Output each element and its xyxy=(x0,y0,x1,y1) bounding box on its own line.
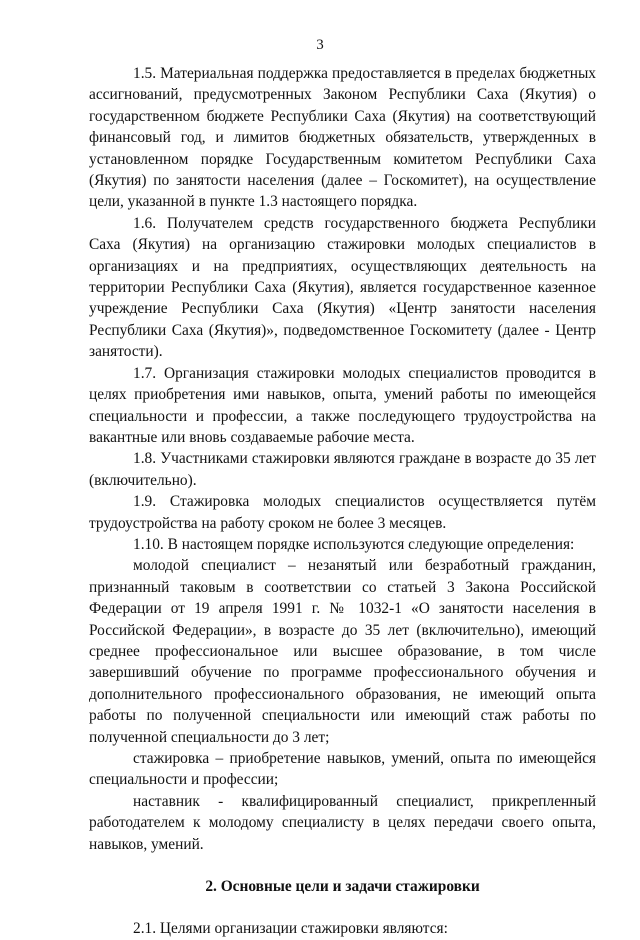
paragraph-1-7: 1.7. Организация стажировки молодых специалистов проводится в целях приобретения ими навыков, опыта, умений работы по имеющейся специальности и профессии, а также последующего трудоустройства на вакантные или вновь создаваемые рабочие места. xyxy=(89,364,596,446)
paragraph-2-1: 2.1. Целями организации стажировки являются: xyxy=(133,920,448,938)
page-number: 3 xyxy=(316,37,324,53)
paragraph-1-9: 1.9. Стажировка молодых специалистов осуществляется путём трудоустройства на работу сроком не более 3 месяцев. xyxy=(89,493,596,532)
paragraph-1-10: 1.10. В настоящем порядке используются следующие определения: xyxy=(133,535,575,553)
definition-internship: стажировка – приобретение навыков, умений, опыта по имеющейся специальности и профессии; xyxy=(89,750,596,789)
paragraph-1-6: 1.6. Получателем средств государственного бюджета Республики Саха (Якутия) на организацию стажировки молодых специалистов в организациях и на предприятиях, осуществляющих деятельность на территории Республики Саха (Якутия), является государственное казенное учреждение Республики Саха (Якутия) «Центр занятости населения Республики Саха (Якутия)», подведомственное Госкомитету (далее - Центр занятости). xyxy=(89,214,596,361)
definition-mentor: наставник - квалифицированный специалист, прикрепленный работодателем к молодому специалисту в целях передачи своего опыта, навыков, умений. xyxy=(89,792,596,853)
section-heading: 2. Основные цели и задачи стажировки xyxy=(205,878,480,896)
definition-young-specialist: молодой специалист – незанятый или безработный гражданин, признанный таковым в соответствии со статьей 3 Закона Российской Федерации от 19 апреля 1991 г. № 1032-1 «О занятости населения в Российской Федерации», в возрасте до 35 лет (включительно), имеющий среднее профессиональное или высшее образование, в том числе завершивший обучение по программе профессионального обучения и дополнительного профессионального образования, не имеющий опыта работы по полученной специальности или имеющий стаж работы по полученной специальности до 3 лет; xyxy=(89,557,596,746)
document-body xyxy=(89,63,596,940)
paragraph-1-5: 1.5. Материальная поддержка предоставляется в пределах бюджетных ассигнований, предусмотренных Законом Республики Саха (Якутия) о государственном бюджете Республики Саха (Якутия) на соответствующий финансовый год, и лимитов бюджетных обязательств, утвержденных в установленном порядке Государственным комитетом Республики Саха (Якутия) по занятости населения (далее – Госкомитет), на осуществление цели, указанной в пункте 1.3 настоящего порядка. xyxy=(89,65,596,211)
paragraph-1-8: 1.8. Участниками стажировки являются граждане в возрасте до 35 лет (включительно). xyxy=(89,450,596,489)
